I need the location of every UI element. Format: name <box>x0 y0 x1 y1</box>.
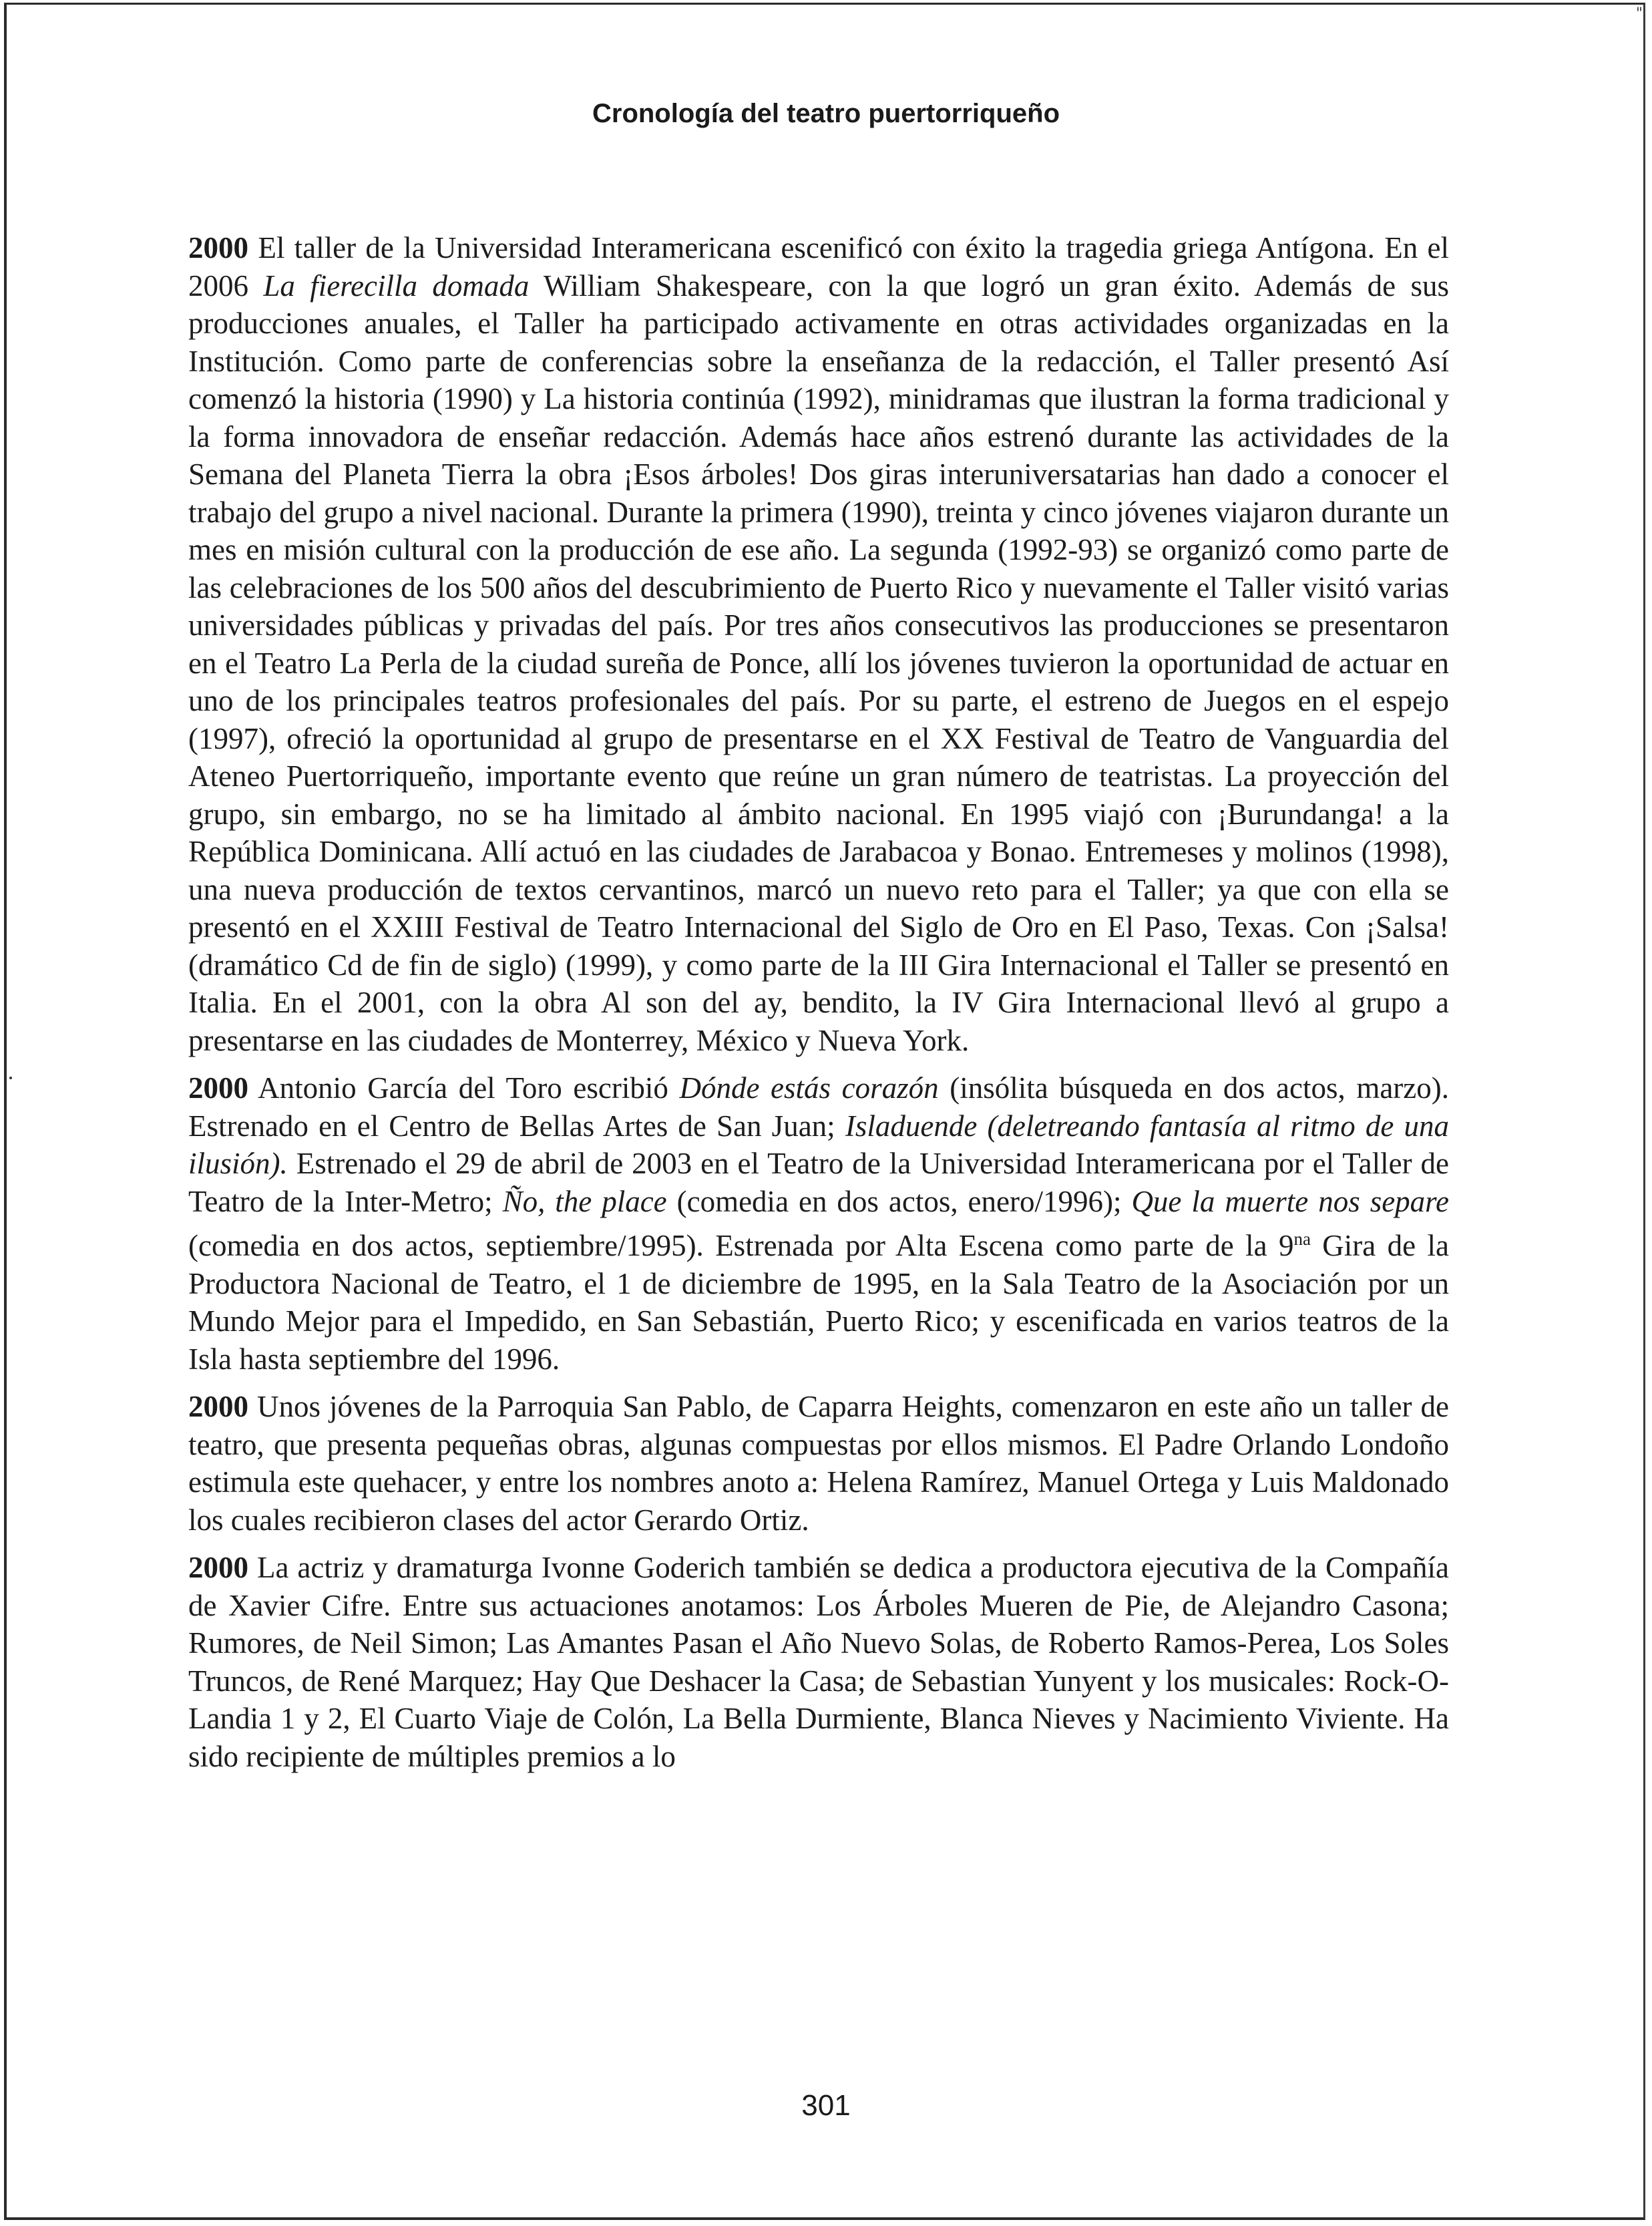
chronology-entry <box>188 1388 1449 1539</box>
work-title: Isladuende (deletreando fantasía al ritmo de una ilusión). <box>188 1109 1449 1180</box>
work-title: La fierecilla domada <box>263 268 530 303</box>
entry-text: (comedia en dos actos, septiembre/1995). Estrenada por Alta Escena como parte de la <box>188 1229 1279 1262</box>
work-title: Que la muerte nos separe <box>1131 1184 1449 1218</box>
work-title: Ño, the place <box>502 1184 667 1218</box>
entry-text: na <box>1293 1229 1311 1249</box>
entry-text: (insólita búsqueda en dos actos, marzo). Estrenado en el Centro de Bellas Artes de San Juan; <box>188 1071 1450 1143</box>
margin-dot <box>9 1077 12 1079</box>
page-header: Cronología del teatro puertorriqueño <box>592 99 1060 128</box>
page-number: 301 <box>801 2089 851 2122</box>
entry-text: La actriz y dramaturga Ivonne Goderich también se dedica a productora ejecutiva de la Compañía de Xavier Cifre. Entre sus actuaciones anotamos: Los Árboles Mueren de Pie, de Alejandro Casona; Rumores, de Neil Simon; Las Amantes Pasan el Año Nuevo Solas, de Roberto Ramos-Perea, Los Soles Truncos, de René Marquez; Hay Que Deshacer la Casa; de Sebastian Yunyent y los musicales: Rock-O-Landia 1 y 2, El Cuarto Viaje de Colón, La Bella Durmiente, Blanca Nieves y Nacimiento Viviente. Ha sido recipiente de múltiples premios a lo <box>188 1551 1449 1773</box>
entry-text: (comedia en dos actos, enero/1996); <box>666 1184 1132 1218</box>
entry-year: 2000 <box>188 1551 248 1584</box>
work-title: Dónde estás corazón <box>679 1071 939 1105</box>
entry-text: El taller de la Universidad Interamericana escenificó con éxito la tragedia griega Antígona. En el 2006 <box>188 231 1449 303</box>
entry-text: Antonio García del Toro escribió <box>248 1071 680 1105</box>
entry-text: Gira de la Productora Nacional de Teatro, el 1 de diciembre de 1995, en la Sala Teatro de la Asociación por un Mundo Mejor para el Impedido, en San Sebastián, Puerto Rico; y escenificada en varios teatros de la Isla hasta septiembre del 1996. <box>188 1229 1449 1376</box>
chronology-entry <box>188 1069 1449 1378</box>
chronology-body <box>188 229 1449 1785</box>
entry-year: 2000 <box>188 231 248 264</box>
chronology-entry <box>188 1549 1449 1775</box>
entry-text: 9 <box>1278 1229 1294 1262</box>
corner-mark: " <box>1635 5 1643 22</box>
entry-year: 2000 <box>188 1390 248 1423</box>
entry-text: Estrenado el 29 de abril de 2003 en el Teatro de la Universidad Interamericana por el Taller de Teatro de la Inter-Metro; <box>188 1147 1449 1218</box>
chronology-entry <box>188 229 1449 1059</box>
entry-text: William Shakespeare, con la que logró un gran éxito. Además de sus producciones anuales, el Taller ha participado activamente en otras actividades organizadas en la Institución. Como parte de conferencias sobre la enseñanza de la redacción, el Taller presentó Así comenzó la historia (1990) y La historia continúa (1992), minidramas que ilustran la forma tradicional y la forma innovadora de enseñar redacción. Además hace años estrenó durante las actividades de la Semana del Planeta Tierra la obra ¡Esos árboles! Dos giras interuniversatarias han dado a conocer el trabajo del grupo a nivel nacional. Durante la primera (1990), treinta y cinco jóvenes viajaron durante un mes en misión cultural con la producción de ese año. La segunda (1992-93) se organizó como parte de las celebraciones de los 500 años del descubrimiento de Puerto Rico y nuevamente el Taller visitó varias universidades públicas y privadas del país. Por tres años consecutivos las producciones se presentaron en el Teatro La Perla de la ciudad sureña de Ponce, allí los jóvenes tuvieron la oportunidad de actuar en uno de los principales teatros profesionales del país. Por su parte, el estreno de Juegos en el espejo (1997), ofreció la oportunidad al grupo de presentarse en el XX Festival de Teatro de Vanguardia del Ateneo Puertorriqueño, importante evento que reúne un gran número de teatristas. La proyección del grupo, sin embargo, no se ha limitado al ámbito nacional. En 1995 viajó con ¡Burundanga! a la República Dominicana. Allí actuó en las ciudades de Jarabacoa y Bonao. Entremeses y molinos (1998), una nueva producción de textos cervantinos, marcó un nuevo reto para el Taller; ya que con ella se presentó en el XXIII Festival de Teatro Internacional del Siglo de Oro en El Paso, Texas. Con ¡Salsa! (dramático Cd de fin de siglo) (1999), y como parte de la III Gira Internacional el Taller se presentó en Italia. En el 2001, con la obra Al son del ay, bendito, la IV Gira Internacional llevó al grupo a presentarse en las ciudades de Monterrey, México y Nueva York. <box>188 268 1449 1057</box>
entry-year: 2000 <box>188 1071 248 1105</box>
entry-text: Unos jóvenes de la Parroquia San Pablo, de Caparra Heights, comenzaron en este año un taller de teatro, que presenta pequeñas obras, algunas compuestas por ellos mismos. El Padre Orlando Londoño estimula este quehacer, y entre los nombres anoto a: Helena Ramírez, Manuel Ortega y Luis Maldonado los cuales recibieron clases del actor Gerardo Ortiz. <box>188 1390 1449 1537</box>
